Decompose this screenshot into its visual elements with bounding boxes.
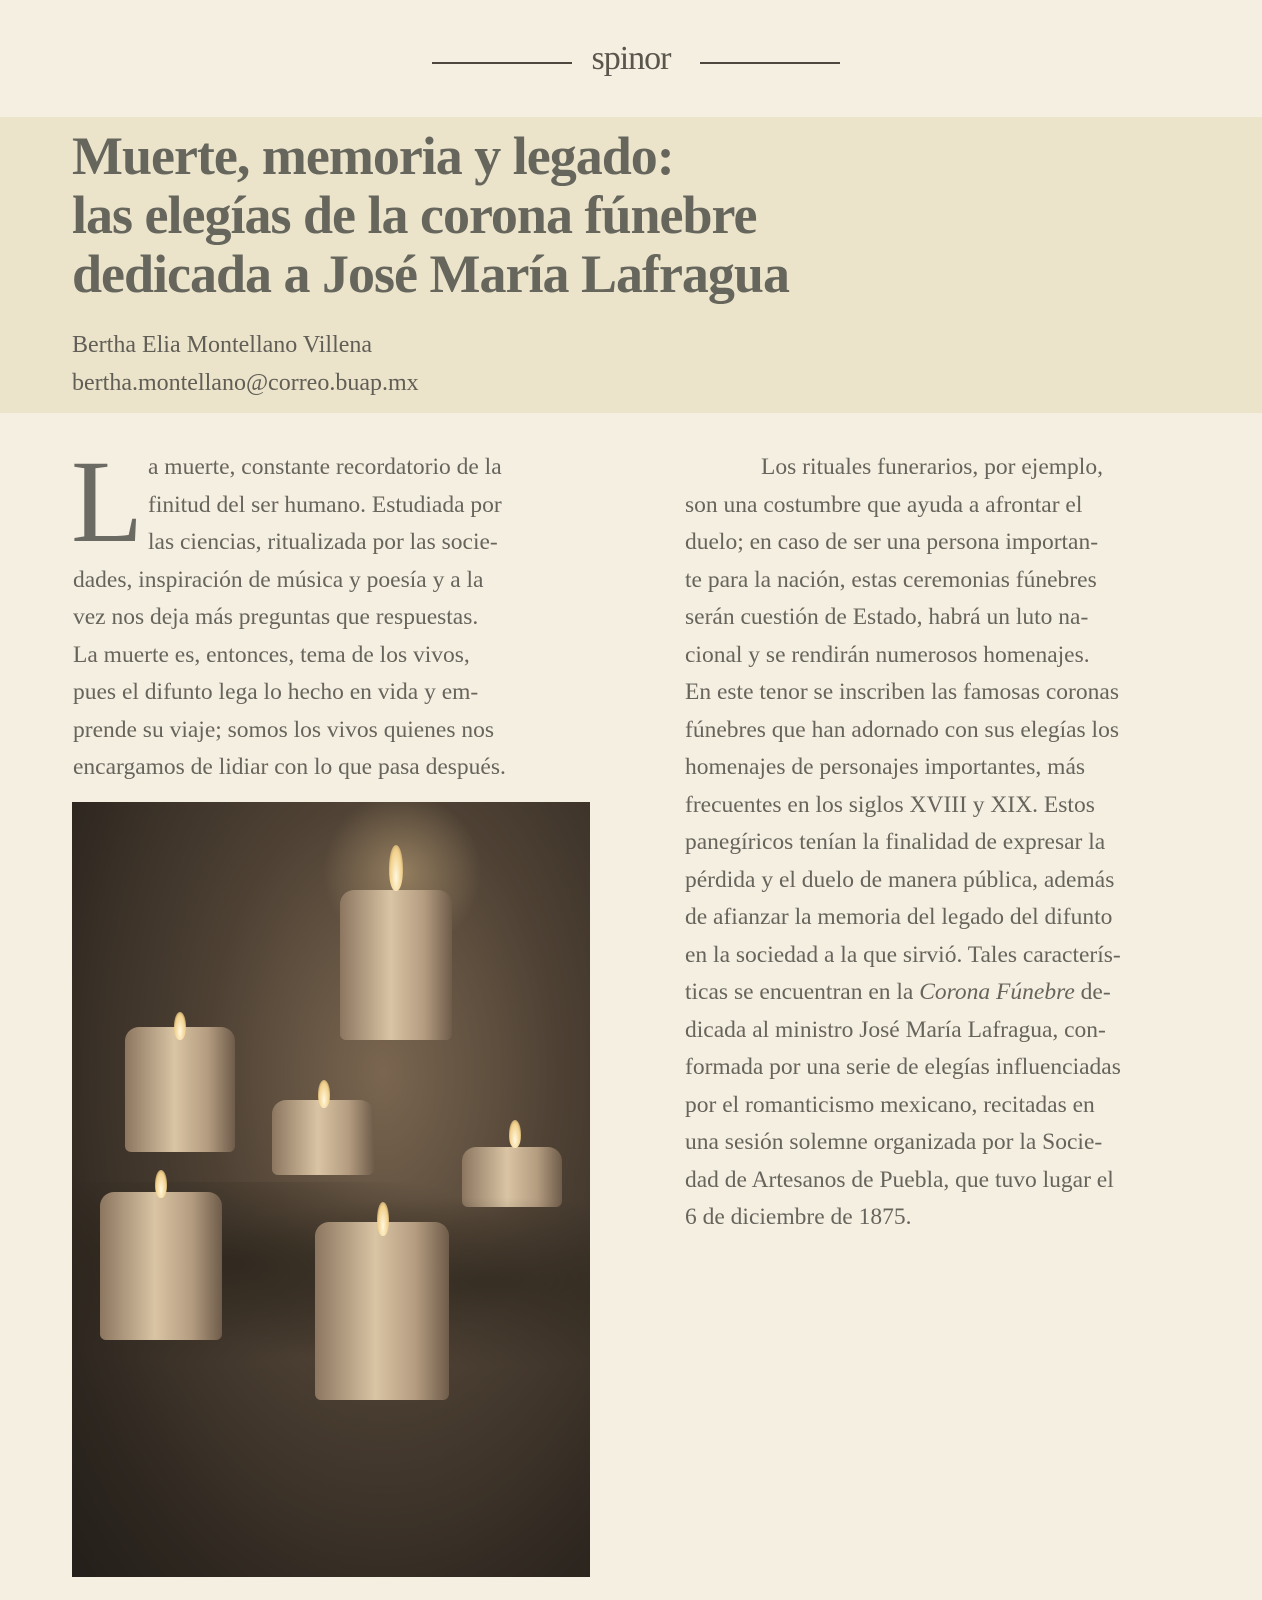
candle bbox=[315, 1222, 449, 1400]
text-line: Los rituales funerarios, por ejemplo, bbox=[761, 454, 1103, 480]
drop-cap: L bbox=[71, 436, 144, 567]
title-line: las elegías de la corona fúnebre bbox=[72, 185, 757, 245]
text-line: serán cuestión de Estado, habrá un luto na- bbox=[685, 604, 1089, 630]
text-line: frecuentes en los siglos XVIII y XIX. Estos bbox=[685, 791, 1095, 818]
text-segment: ticas se encuentran en la bbox=[685, 979, 920, 1005]
masthead-rule-right bbox=[700, 62, 840, 64]
text-line: una sesión solemne organizada por la Socie- bbox=[685, 1129, 1103, 1155]
candles-photo bbox=[72, 802, 590, 1577]
text-line bbox=[685, 974, 1195, 1012]
candle bbox=[125, 1027, 235, 1152]
left-column bbox=[71, 436, 583, 787]
title-line: Muerte, memoria y legado: bbox=[72, 126, 674, 186]
text-line: encargamos de lidiar con lo que pasa después. bbox=[73, 754, 506, 780]
publication-name: spinor bbox=[591, 40, 671, 77]
text-line: panegíricos tenían la finalidad de expresar la bbox=[685, 829, 1106, 855]
text-line: dicada al ministro José María Lafragua, con- bbox=[685, 1016, 1106, 1043]
author-name: Bertha Elia Montellano Villena bbox=[72, 332, 373, 358]
text-line: pues el difunto lega lo hecho en vida y em- bbox=[73, 679, 479, 705]
text-line: por el romanticismo mexicano, recitadas en bbox=[685, 1091, 1095, 1118]
candle bbox=[100, 1192, 222, 1340]
author-block bbox=[72, 326, 419, 402]
text-line: La muerte es, entonces, tema de los vivos, bbox=[73, 641, 470, 668]
text-line: dad de Artesanos de Puebla, que tuvo lugar el bbox=[685, 1166, 1114, 1193]
text-line: vez nos deja más preguntas que respuestas. bbox=[73, 604, 479, 630]
masthead bbox=[0, 40, 1262, 80]
text-line: a muerte, constante recordatorio de la bbox=[148, 454, 502, 480]
candle bbox=[272, 1100, 374, 1175]
book-title: Corona Fúnebre bbox=[919, 979, 1075, 1005]
flame-icon bbox=[318, 1080, 330, 1108]
text-line: formada por una serie de elegías influenciadas bbox=[685, 1054, 1121, 1080]
text-line: prende su viaje; somos los vivos quienes nos bbox=[73, 716, 495, 743]
text-line: son una costumbre que ayuda a afrontar el bbox=[685, 491, 1083, 518]
flame-icon bbox=[174, 1012, 186, 1040]
text-line: 6 de diciembre de 1875. bbox=[685, 1204, 912, 1230]
text-line: homenajes de personajes importantes, más bbox=[685, 754, 1086, 780]
flame-icon bbox=[509, 1120, 521, 1148]
text-segment: de- bbox=[1074, 979, 1111, 1005]
author-email[interactable]: bertha.montellano@correo.buap.mx bbox=[72, 370, 419, 396]
text-line: las ciencias, ritualizada por las socie- bbox=[148, 529, 498, 555]
text-line: finitud del ser humano. Estudiada por bbox=[148, 491, 502, 518]
candle bbox=[340, 890, 452, 1040]
article-title bbox=[72, 127, 789, 304]
flame-icon bbox=[389, 845, 403, 891]
text-line: fúnebres que han adornado con sus elegías los bbox=[685, 716, 1119, 743]
text-line: cional y se rendirán numerosos homenajes. bbox=[685, 641, 1090, 668]
flame-icon bbox=[155, 1170, 167, 1198]
title-line: dedicada a José María Lafragua bbox=[72, 244, 789, 304]
text-line: te para la nación, estas ceremonias fúnebres bbox=[685, 566, 1097, 593]
text-line: de afianzar la memoria del legado del difunto bbox=[685, 904, 1113, 930]
text-line: dades, inspiración de música y poesía y a la bbox=[73, 566, 484, 593]
text-line: en la sociedad a la que sirvió. Tales caracterís- bbox=[685, 941, 1121, 968]
text-line: pérdida y el duelo de manera pública, además bbox=[685, 866, 1115, 893]
text-line: duelo; en caso de ser una persona importan- bbox=[685, 529, 1099, 555]
right-column bbox=[685, 449, 1195, 1237]
text-line: En este tenor se inscriben las famosas coronas bbox=[685, 679, 1119, 705]
flame-icon bbox=[377, 1202, 389, 1236]
